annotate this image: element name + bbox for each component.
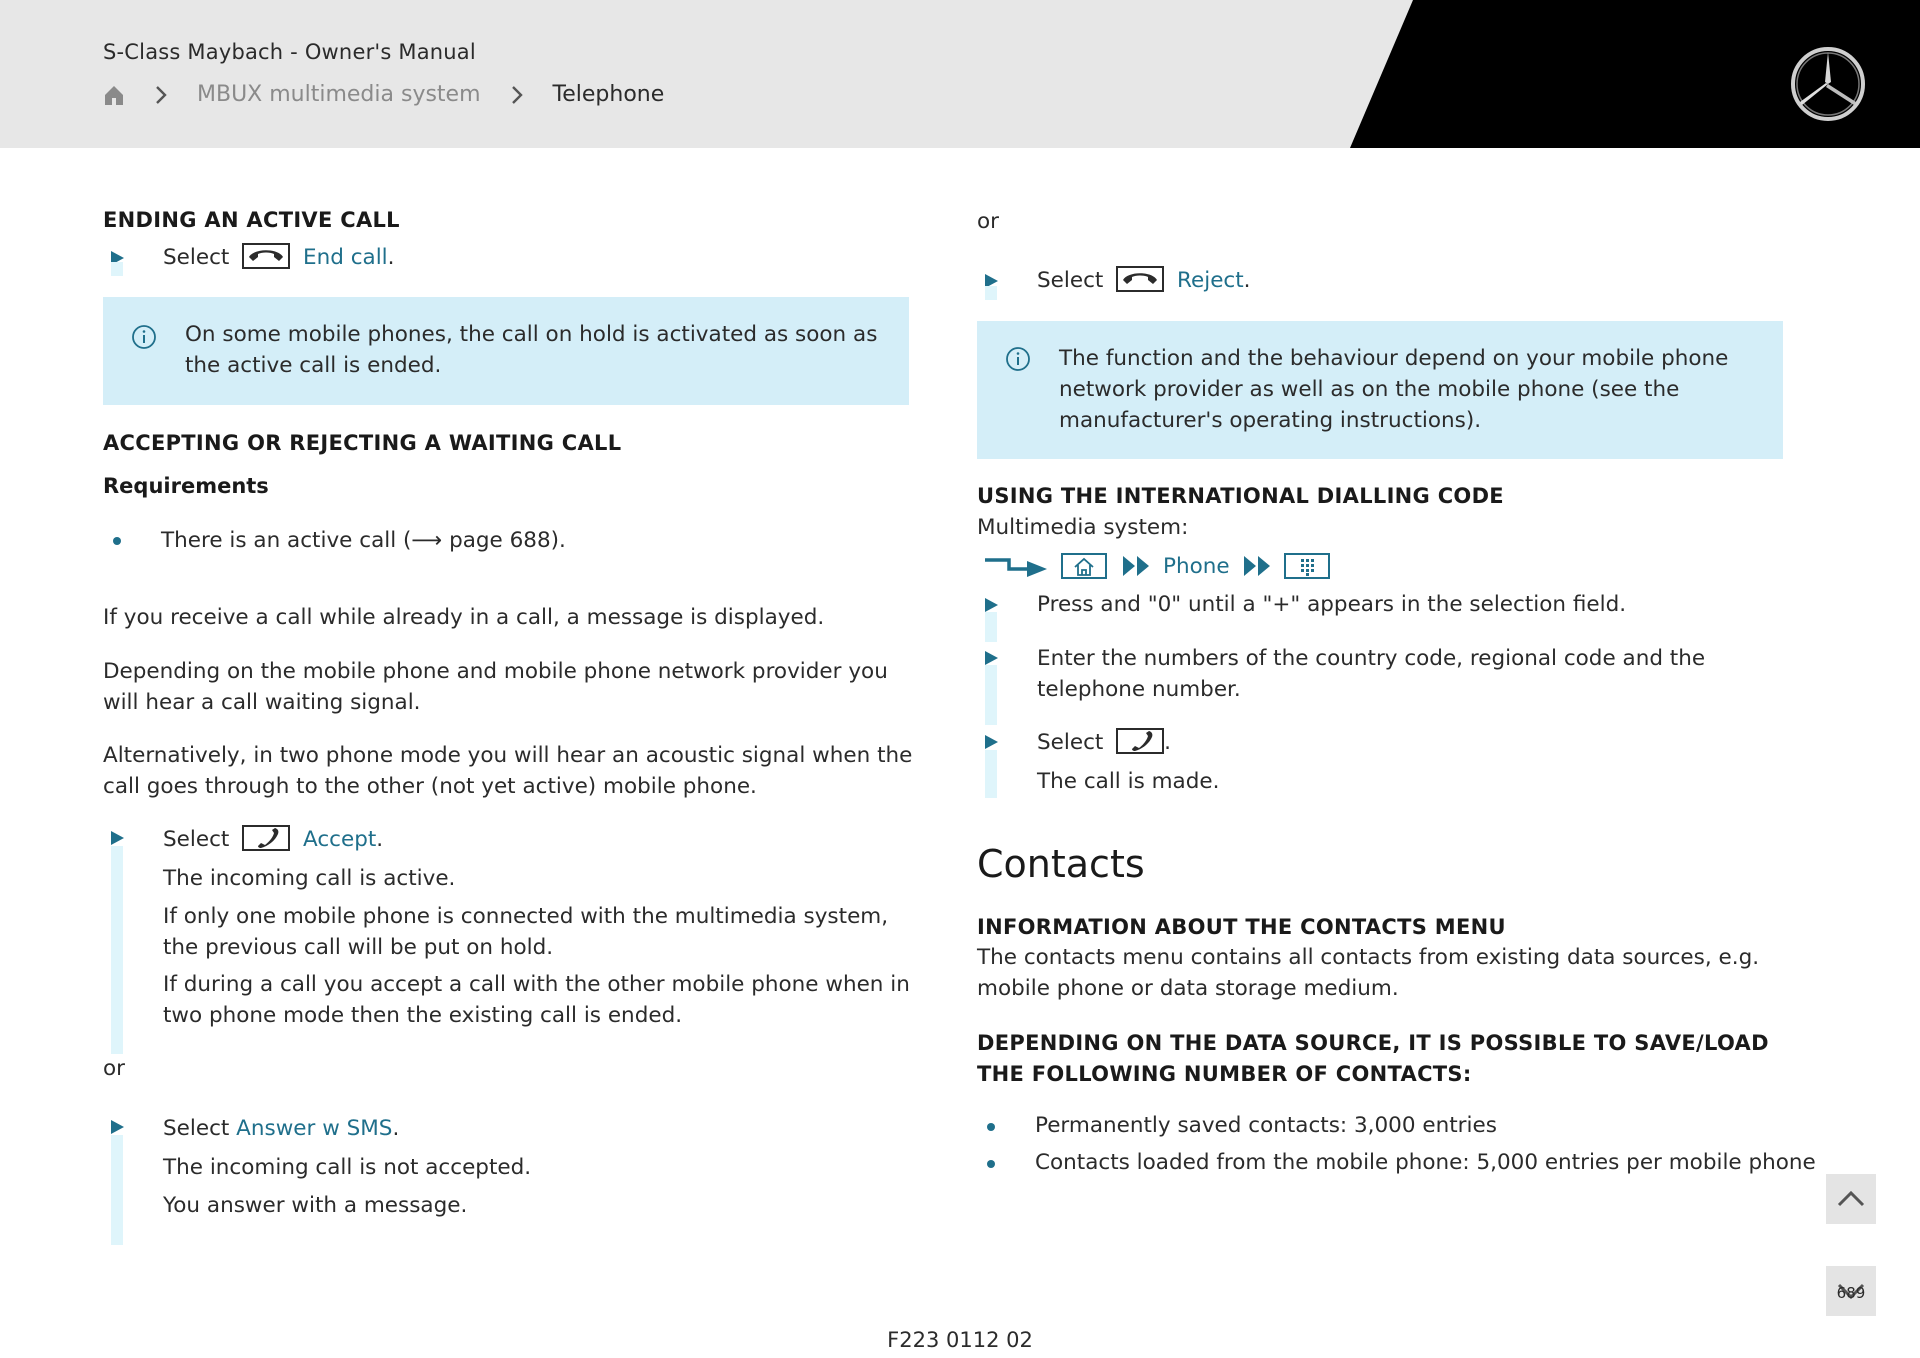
bullet-dot [113,537,121,545]
answer-sms-link[interactable]: Answer w SMS [236,1116,393,1141]
path-phone[interactable]: Phone [1163,553,1230,579]
result-text: The incoming call is not accepted. [163,1155,532,1180]
step-text: Select [1037,730,1104,755]
phone-call-icon [1116,728,1164,754]
heading-ending-call: ENDING AN ACTIVE CALL [103,208,400,232]
breadcrumb [103,82,664,107]
step-arrow-icon [111,1120,124,1134]
paragraph: Alternatively, in two phone mode you will hear an acoustic signal when the call goes through to the other (not yet active) mobile phone. [103,743,913,799]
result-text: If during a call you accept a call with the other mobile phone when in two phone mode then the existing call is ended. [163,972,910,1028]
step-bar [111,262,123,276]
scroll-up-button[interactable] [1826,1174,1876,1224]
step-arrow-icon [985,598,998,612]
bullet-dot [987,1123,995,1131]
chevron-up-icon [1826,1174,1876,1224]
heading-requirements: Requirements [103,474,269,498]
step-bar [111,1135,123,1245]
result-text: The incoming call is active. [163,866,456,891]
footer-code: F223 0112 02 [887,1328,1033,1352]
info-box [977,321,1783,459]
path-start-arrow-icon [983,553,1049,579]
chevron-right-icon [508,84,526,106]
bullet-text: Permanently saved contacts: 3,000 entries [1035,1113,1497,1138]
hang-up-icon [242,243,290,269]
phone-accept-icon [242,825,290,851]
step-bar [985,750,997,798]
step-accept [163,824,383,855]
breadcrumb-item-telephone: Telephone [552,82,665,107]
hang-up-icon [1116,266,1164,292]
or-text: or [977,209,999,234]
bullet-text: Contacts loaded from the mobile phone: 5,000 entries per mobile phone [1035,1150,1816,1175]
home-icon[interactable] [103,84,125,106]
step-bar [985,665,997,725]
step-suffix: . [376,827,384,852]
double-chevron-icon [1242,553,1276,579]
heading-international-code: USING THE INTERNATIONAL DIALLING CODE [977,484,1504,508]
step-text: Select [1037,268,1104,293]
heading-contacts-info: INFORMATION ABOUT THE CONTACTS MENU [977,915,1506,939]
step-bar [111,846,123,1054]
step-suffix: . [1243,268,1251,293]
step-text: Select [163,827,230,852]
step-text: Press and "0" until a "+" appears in the selection field. [1037,592,1627,617]
chevron-right-icon [152,84,170,106]
heading-waiting-call: ACCEPTING OR REJECTING A WAITING CALL [103,431,622,455]
step-suffix: . [392,1116,400,1141]
paragraph: The contacts menu contains all contacts from existing data sources, e.g. mobile phone or data storage medium. [977,945,1760,1001]
page-number: 689 [1836,1284,1866,1302]
step-arrow-icon [985,651,998,665]
keypad-icon [1284,553,1330,579]
info-icon [1005,346,1031,372]
accept-link[interactable]: Accept [303,827,377,852]
step-text: Select [163,245,230,270]
mercedes-star-logo-icon [1790,46,1866,122]
manual-title: S-Class Maybach - Owner's Manual [103,40,476,64]
step-arrow-icon [985,735,998,749]
subheading: Multimedia system: [977,515,1189,540]
step-arrow-icon [111,831,124,845]
info-text: On some mobile phones, the call on hold is activated as soon as the active call is ended. [185,322,878,378]
paragraph: If you receive a call while already in a call, a message is displayed. [103,605,825,630]
menu-path [983,550,1330,582]
step-select-call [1037,727,1171,758]
or-text: or [103,1056,125,1081]
step-bar [985,612,997,642]
heading-contacts-depend: DEPENDING ON THE DATA SOURCE, IT IS POSSIBLE TO SAVE/LOAD THE FOLLOWING NUMBER OF CONTACTS: [977,1031,1769,1086]
double-chevron-icon [1121,553,1155,579]
end-call-link[interactable]: End call [303,245,388,270]
step-suffix: . [387,245,395,270]
step-suffix: . [1164,730,1172,755]
step-text: Enter the numbers of the country code, regional code and the telephone number. [1037,646,1706,702]
contacts-title: Contacts [977,842,1145,886]
step-bar [985,286,997,300]
step-answer-sms [163,1113,399,1144]
info-box [103,297,909,405]
info-icon [131,324,157,350]
step-text: Select [163,1116,230,1141]
result-text: If only one mobile phone is connected with the multimedia system, the previous call will be put on hold. [163,904,889,960]
result-text: You answer with a message. [163,1193,468,1218]
info-text: The function and the behaviour depend on your mobile phone network provider as well as on the mobile phone (see the manufacturer's operating instructions). [1059,346,1729,433]
page-header [0,0,1920,148]
bullet-dot [987,1160,995,1168]
breadcrumb-item-mbux[interactable]: MBUX multimedia system [197,82,481,107]
home-icon [1061,553,1107,579]
result-text: The call is made. [1037,769,1220,794]
paragraph: Depending on the mobile phone and mobile phone network provider you will hear a call waiting signal. [103,659,888,715]
requirement-text: There is an active call (⟶ page 688). [161,528,566,553]
step-reject [1037,265,1251,296]
step-end-call [163,242,395,273]
reject-link[interactable]: Reject [1177,268,1244,293]
